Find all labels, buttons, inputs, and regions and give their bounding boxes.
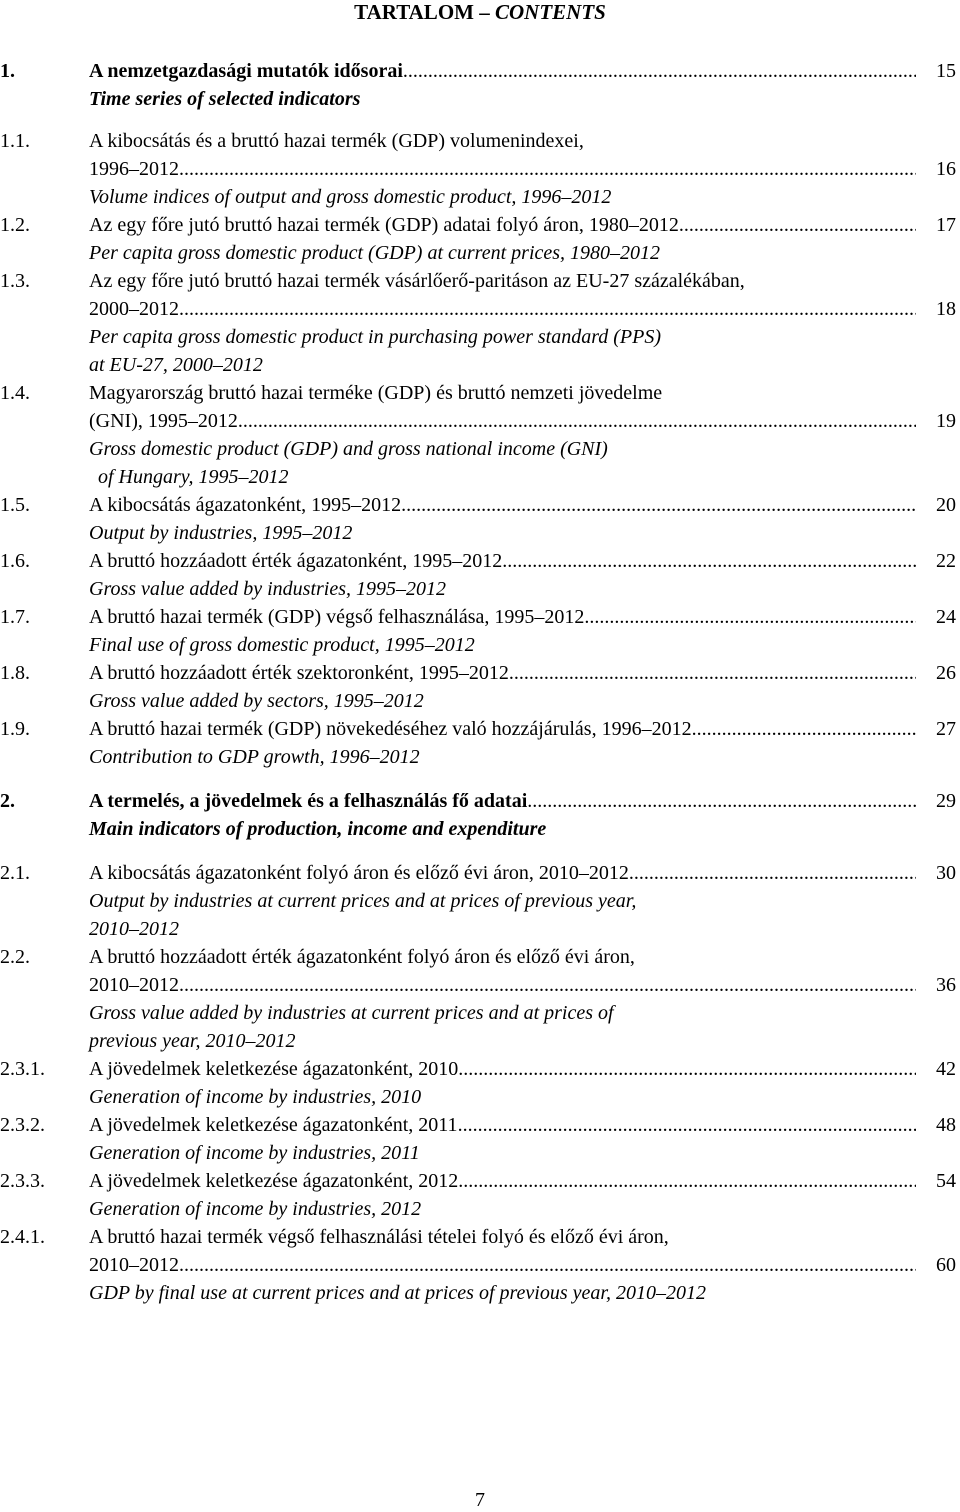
entry-title-en-cont: of Hungary, 1995–2012 xyxy=(98,466,289,488)
toc-entry-1-3[interactable] xyxy=(0,267,960,295)
toc-entry-2-3-2-en xyxy=(0,1139,960,1167)
toc-entry-2-2-cont[interactable] xyxy=(0,971,960,999)
page-number: 24 xyxy=(936,606,956,628)
page-number: 15 xyxy=(936,60,956,82)
section-number: 1. xyxy=(0,60,15,82)
toc-entry-2-3-3-en xyxy=(0,1195,960,1223)
toc-leader-line xyxy=(89,971,960,999)
toc-entry-1-9[interactable] xyxy=(0,715,960,743)
entry-title-en: Generation of income by industries, 2012 xyxy=(89,1198,422,1220)
page-number: 60 xyxy=(936,1254,956,1276)
toc-leader-line xyxy=(89,155,960,183)
toc-entry-1-9-en xyxy=(0,743,960,771)
entry-title-hu: Az egy főre jutó bruttó hazai termék (GDP) adatai folyó áron, 1980–2012 xyxy=(89,214,679,236)
entry-title-hu: A bruttó hazai termék végső felhasználási tételei folyó és előző évi áron, xyxy=(89,1226,669,1248)
dot-leader xyxy=(179,295,916,323)
entry-title-en: Gross value added by industries, 1995–2012 xyxy=(89,578,447,600)
entry-number: 1.9. xyxy=(0,718,30,740)
page-number: 27 xyxy=(936,718,956,740)
entry-number: 1.4. xyxy=(0,382,30,404)
page-title xyxy=(0,0,960,24)
section-1-title-en xyxy=(0,85,960,113)
entry-title-hu-cont: 2000–2012 xyxy=(89,298,179,320)
entry-title-hu-cont: 2010–2012 xyxy=(89,974,179,996)
toc-entry-1-4-en-cont xyxy=(0,463,960,491)
entry-title-en: GDP by final use at current prices and at prices of previous year, 2010–2012 xyxy=(89,1282,706,1304)
toc-entry-1-4-cont[interactable] xyxy=(0,407,960,435)
dot-leader xyxy=(458,1167,916,1195)
dot-leader xyxy=(238,407,916,435)
dot-leader xyxy=(584,603,916,631)
dot-leader xyxy=(509,659,916,687)
entry-title-en: Gross value added by sectors, 1995–2012 xyxy=(89,690,424,712)
entry-number: 1.1. xyxy=(0,130,30,152)
toc-entry-2-3-3[interactable] xyxy=(0,1167,960,1195)
entry-title-hu: A jövedelmek keletkezése ágazatonként, 2010 xyxy=(89,1058,459,1080)
dot-leader xyxy=(179,1251,916,1279)
toc-entry-1-5-en xyxy=(0,519,960,547)
entry-title-hu-cont: 1996–2012 xyxy=(89,158,179,180)
entry-title-en: Per capita gross domestic product in purchasing power standard (PPS) xyxy=(89,326,661,348)
page-number-footer: 7 xyxy=(475,1489,485,1511)
entry-title-en: Output by industries, 1995–2012 xyxy=(89,522,353,544)
entry-number: 2.1. xyxy=(0,862,30,884)
toc-leader-line xyxy=(89,407,960,435)
page-number: 29 xyxy=(936,790,956,812)
entry-number: 2.2. xyxy=(0,946,30,968)
dot-leader xyxy=(401,491,916,519)
section-2-heading[interactable] xyxy=(0,787,960,815)
entry-title-hu: Magyarország bruttó hazai terméke (GDP) és bruttó nemzeti jövedelme xyxy=(89,382,663,404)
toc-entry-1-8-en xyxy=(0,687,960,715)
entry-number: 2.3.1. xyxy=(0,1058,45,1080)
section-1-heading[interactable] xyxy=(0,57,960,85)
toc-entry-2-1[interactable] xyxy=(0,859,960,887)
toc-leader-line xyxy=(89,1251,960,1279)
toc-entry-1-4-en xyxy=(0,435,960,463)
entry-title-hu: Az egy főre jutó bruttó hazai termék vásárlőerő-paritáson az EU-27 százalékában, xyxy=(89,270,745,292)
toc-entry-1-3-en-cont xyxy=(0,351,960,379)
entry-title-hu: A kibocsátás ágazatonként folyó áron és előző évi áron, 2010–2012 xyxy=(89,862,629,884)
dot-leader xyxy=(679,211,916,239)
dot-leader xyxy=(629,859,916,887)
section-title-hu: A termelés, a jövedelmek és a felhasználás fő adatai xyxy=(89,790,528,812)
page-number: 20 xyxy=(936,494,956,516)
page-number: 22 xyxy=(936,550,956,572)
entry-number: 1.6. xyxy=(0,550,30,572)
toc-entry-1-3-en xyxy=(0,323,960,351)
page-number: 19 xyxy=(936,410,956,432)
toc-entry-1-5[interactable] xyxy=(0,491,960,519)
entry-title-en: Contribution to GDP growth, 1996–2012 xyxy=(89,746,420,768)
toc-entry-2-3-1-en xyxy=(0,1083,960,1111)
page-number: 36 xyxy=(936,974,956,996)
toc-leader-line xyxy=(89,715,960,743)
entry-title-en-cont: 2010–2012 xyxy=(89,918,179,940)
page-number: 30 xyxy=(936,862,956,884)
entry-title-hu-cont: (GNI), 1995–2012 xyxy=(89,410,238,432)
entry-title-en: Final use of gross domestic product, 1995–2012 xyxy=(89,634,475,656)
toc-leader-line xyxy=(89,547,960,575)
toc-entry-1-8[interactable] xyxy=(0,659,960,687)
toc-entry-1-3-cont[interactable] xyxy=(0,295,960,323)
entry-title-hu: A jövedelmek keletkezése ágazatonként, 2011 xyxy=(89,1114,458,1136)
entry-title-en: Gross domestic product (GDP) and gross national income (GNI) xyxy=(89,438,608,460)
entry-number: 1.3. xyxy=(0,270,30,292)
toc-leader-line xyxy=(89,1167,960,1195)
entry-title-en: Output by industries at current prices and at prices of previous year, xyxy=(89,890,637,912)
toc-leader-line xyxy=(89,211,960,239)
dot-leader xyxy=(458,1111,916,1139)
dot-leader xyxy=(179,971,916,999)
entry-number: 2.4.1. xyxy=(0,1226,45,1248)
entry-title-hu: A bruttó hazai termék (GDP) növekedéséhez való hozzájárulás, 1996–2012 xyxy=(89,718,692,740)
dot-leader xyxy=(179,155,916,183)
dot-leader xyxy=(403,57,916,85)
section-number: 2. xyxy=(0,790,15,812)
entry-title-hu: A bruttó hozzáadott érték szektoronként, 1995–2012 xyxy=(89,662,509,684)
toc-leader-line xyxy=(89,659,960,687)
toc-entry-1-1-en xyxy=(0,183,960,211)
entry-number: 1.2. xyxy=(0,214,30,236)
toc-entry-1-2-en xyxy=(0,239,960,267)
page-number: 48 xyxy=(936,1114,956,1136)
entry-title-hu: A bruttó hozzáadott érték ágazatonként, 1995–2012 xyxy=(89,550,503,572)
page-number: 42 xyxy=(936,1058,956,1080)
toc-entry-2-3-1[interactable] xyxy=(0,1055,960,1083)
dot-leader xyxy=(502,547,916,575)
title-hungarian: TARTALOM xyxy=(354,0,474,24)
entry-title-en: Generation of income by industries, 2010 xyxy=(89,1086,422,1108)
toc-entry-2-4-1-cont[interactable] xyxy=(0,1251,960,1279)
page-number: 16 xyxy=(936,158,956,180)
toc-leader-line xyxy=(89,1055,960,1083)
toc-entry-2-2[interactable] xyxy=(0,943,960,971)
toc-entry-2-2-en-cont xyxy=(0,1027,960,1055)
dot-leader xyxy=(692,715,916,743)
toc-leader-line xyxy=(89,603,960,631)
page-number: 54 xyxy=(936,1170,956,1192)
toc-leader-line xyxy=(89,859,960,887)
page-number: 18 xyxy=(936,298,956,320)
page-number: 26 xyxy=(936,662,956,684)
toc-entry-2-4-1[interactable] xyxy=(0,1223,960,1251)
toc-entry-1-7-en xyxy=(0,631,960,659)
toc-leader-line xyxy=(89,295,960,323)
toc-entry-1-2[interactable] xyxy=(0,211,960,239)
toc-leader-line xyxy=(89,1111,960,1139)
section-title-en: Time series of selected indicators xyxy=(89,88,361,110)
section-title-hu: A nemzetgazdasági mutatók idősorai xyxy=(89,60,403,82)
toc-entry-2-3-2[interactable] xyxy=(0,1111,960,1139)
entry-title-en-cont: previous year, 2010–2012 xyxy=(89,1030,296,1052)
toc-entry-1-7[interactable] xyxy=(0,603,960,631)
toc-entry-2-2-en xyxy=(0,999,960,1027)
entry-number: 1.8. xyxy=(0,662,30,684)
entry-title-hu: A kibocsátás ágazatonként, 1995–2012 xyxy=(89,494,402,516)
toc-entry-1-4[interactable] xyxy=(0,379,960,407)
toc-entry-1-6-en xyxy=(0,575,960,603)
entry-title-hu: A bruttó hazai termék (GDP) végső felhasználása, 1995–2012 xyxy=(89,606,585,628)
toc-entry-2-1-en xyxy=(0,887,960,915)
toc-entry-1-1-cont[interactable] xyxy=(0,155,960,183)
entry-title-en: Generation of income by industries, 2011 xyxy=(89,1142,420,1164)
entry-number: 1.7. xyxy=(0,606,30,628)
entry-title-en: Gross value added by industries at current prices and at prices of xyxy=(89,1002,614,1024)
entry-title-hu-cont: 2010–2012 xyxy=(89,1254,179,1276)
toc-entry-2-1-en-cont xyxy=(0,915,960,943)
page-number: 17 xyxy=(936,214,956,236)
entry-title-en-cont: at EU-27, 2000–2012 xyxy=(89,354,263,376)
entry-title-en: Volume indices of output and gross domestic product, 1996–2012 xyxy=(89,186,612,208)
toc-leader-line xyxy=(89,57,960,85)
toc-entry-1-1[interactable] xyxy=(0,127,960,155)
entry-number: 2.3.2. xyxy=(0,1114,45,1136)
title-separator: – xyxy=(473,0,495,24)
toc-leader-line xyxy=(89,491,960,519)
section-title-en: Main indicators of production, income and expenditure xyxy=(89,818,547,840)
entry-title-hu: A bruttó hozzáadott érték ágazatonként folyó áron és előző évi áron, xyxy=(89,946,635,968)
entry-title-hu: A kibocsátás és a bruttó hazai termék (GDP) volumenindexei, xyxy=(89,130,584,152)
entry-title-en: Per capita gross domestic product (GDP) at current prices, 1980–2012 xyxy=(89,242,661,264)
entry-number: 2.3.3. xyxy=(0,1170,45,1192)
title-english: CONTENTS xyxy=(494,0,606,24)
toc-entry-1-6[interactable] xyxy=(0,547,960,575)
entry-number: 1.5. xyxy=(0,494,30,516)
toc-leader-line xyxy=(89,787,960,815)
dot-leader xyxy=(527,787,916,815)
section-2-title-en xyxy=(0,815,960,843)
dot-leader xyxy=(458,1055,916,1083)
entry-title-hu: A jövedelmek keletkezése ágazatonként, 2012 xyxy=(89,1170,459,1192)
toc-entry-2-4-1-en xyxy=(0,1279,960,1307)
